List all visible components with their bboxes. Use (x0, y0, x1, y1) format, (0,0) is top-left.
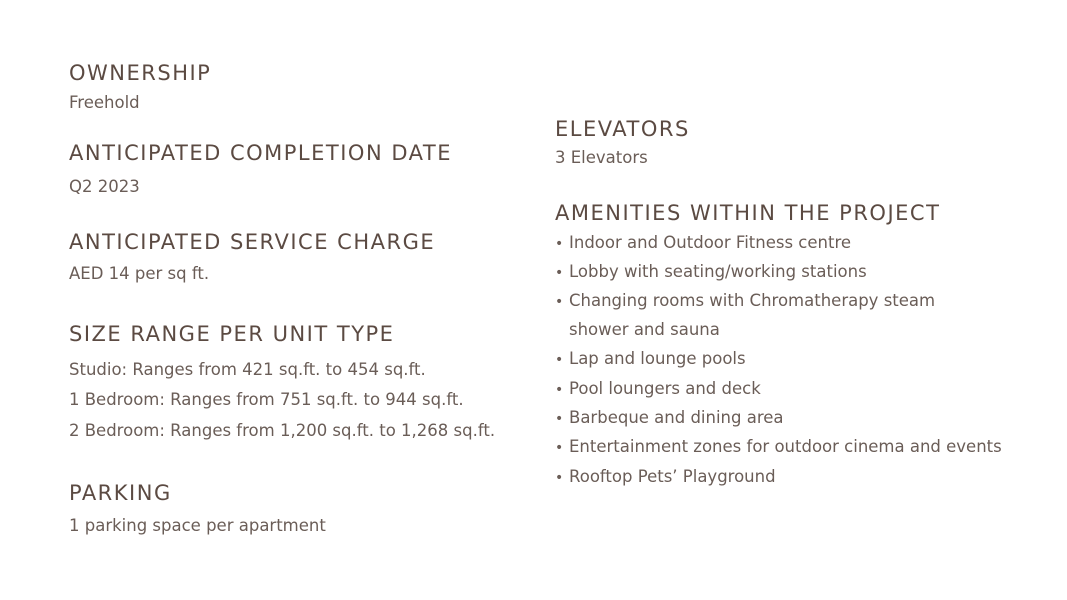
bullet-icon: • (555, 470, 564, 486)
amenity-label: Changing rooms with Chromatherapy steam (569, 291, 936, 310)
amenity-label: Rooftop Pets’ Playground (569, 467, 776, 486)
bullet-icon: • (555, 265, 564, 281)
amenity-list-item (555, 291, 935, 310)
amenity-label: Lap and lounge pools (569, 349, 746, 368)
amenity-list-item (555, 233, 851, 252)
amenity-label-continued: shower and sauna (569, 320, 720, 339)
amenity-list-item (555, 437, 1002, 456)
size-range-1-bedroom: 1 Bedroom: Ranges from 751 sq.ft. to 944 sq.ft. (69, 390, 464, 409)
amenity-label: Pool loungers and deck (569, 379, 761, 398)
bullet-icon: • (555, 411, 564, 427)
size-range-heading: SIZE RANGE PER UNIT TYPE (69, 322, 395, 346)
service-charge-heading: ANTICIPATED SERVICE CHARGE (69, 230, 436, 254)
bullet-icon: • (555, 352, 564, 368)
amenity-label: Indoor and Outdoor Fitness centre (569, 233, 852, 252)
bullet-icon: • (555, 440, 564, 456)
parking-value: 1 parking space per apartment (69, 516, 326, 535)
size-range-studio: Studio: Ranges from 421 sq.ft. to 454 sq.ft. (69, 360, 426, 379)
elevators-value: 3 Elevators (555, 148, 648, 167)
ownership-value: Freehold (69, 93, 140, 112)
amenity-label: Entertainment zones for outdoor cinema and events (569, 437, 1002, 456)
bullet-icon: • (555, 294, 564, 310)
bullet-icon: • (555, 236, 564, 252)
amenity-label: Barbeque and dining area (569, 408, 784, 427)
parking-heading: PARKING (69, 481, 172, 505)
amenity-list-item (555, 467, 776, 486)
service-charge-value: AED 14 per sq ft. (69, 264, 210, 283)
amenities-heading: AMENITIES WITHIN THE PROJECT (555, 201, 941, 225)
amenity-list-item (555, 262, 867, 281)
elevators-heading: ELEVATORS (555, 117, 690, 141)
bullet-icon: • (555, 382, 564, 398)
completion-date-value: Q2 2023 (69, 177, 140, 196)
completion-date-heading: ANTICIPATED COMPLETION DATE (69, 141, 452, 165)
amenity-list-item (555, 408, 784, 427)
size-range-2-bedroom: 2 Bedroom: Ranges from 1,200 sq.ft. to 1,268 sq.ft. (69, 421, 496, 440)
amenity-list-item (555, 379, 761, 398)
ownership-heading: OWNERSHIP (69, 61, 212, 85)
amenity-label: Lobby with seating/working stations (569, 262, 867, 281)
amenity-list-item (555, 349, 746, 368)
